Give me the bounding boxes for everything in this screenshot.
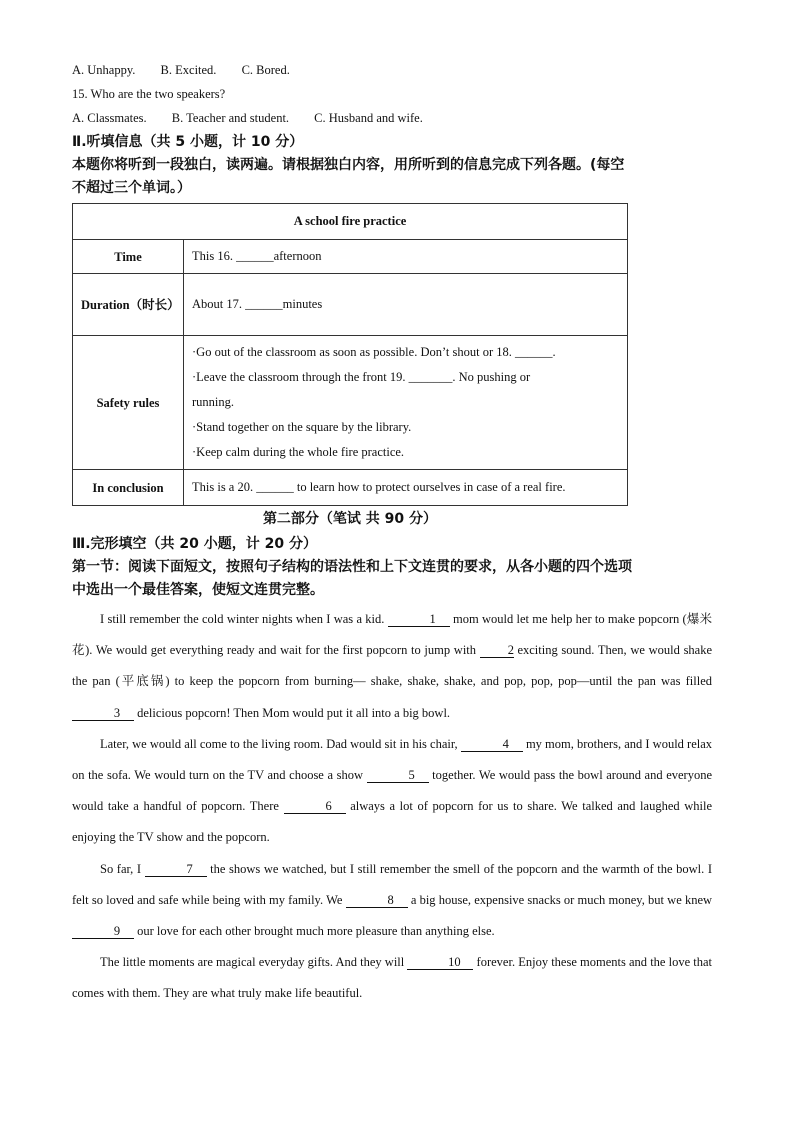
time-label: Time [73,240,184,274]
passage-text: exciting sound. Then, we would shake the pan (平底锅) to keep the popcorn from burning— shake, shake, shake, and pop, pop, pop—until the pan was filled [72,643,713,689]
safety-rule: running. [192,395,235,409]
passage-paragraph-1 [72,604,712,729]
passage-text: a big house, expensive snacks or much money, but we knew [410,892,713,907]
q15-option-a: A. Classmates. [72,111,147,125]
q14-option-b: B. Excited. [160,63,217,77]
q15-options [72,106,728,130]
safety-rule: ·Stand together on the square by the library. [192,420,412,434]
table-title: A school fire practice [73,204,628,240]
passage-text: mom would let me help her to make popcorn (爆米花). We would get everything ready and wait for the first popcorn to jump with [72,612,713,658]
part2-title: 第二部分（笔试 共 90 分） [262,511,438,527]
q15-option-c: C. Husband and wife. [314,111,423,125]
conclusion-value: This is a 20. ______ to learn how to protect ourselves in case of a real fire. [184,470,628,506]
section3-instruction-2: 中选出一个最佳答案，使短文连贯完整。 [72,582,324,598]
duration-label: Duration（时长） [73,274,184,336]
q15-question: 15. Who are the two speakers? [72,87,226,101]
passage-text: our love for each other brought much more pleasure than anything else. [137,924,495,939]
blank-6: 6 [284,799,346,814]
passage-text: I still remember the cold winter nights when I was a kid. [100,612,385,626]
safety-label: Safety rules [73,336,184,470]
q14-option-a: A. Unhappy. [72,63,136,77]
q14-option-c: C. Bored. [241,63,290,77]
q15-option-b: B. Teacher and student. [171,111,290,125]
blank-1: 1 [388,612,450,627]
passage-paragraph-4 [72,947,712,1009]
blank-7: 7 [145,862,207,877]
q14-options [72,58,728,82]
duration-value: About 17. ______minutes [184,274,628,336]
passage-text: my mom, brothers, and I would relax on the sofa. We would turn on the TV and choose a show [72,736,713,783]
passage-text: the shows we watched, but I still remember the smell of the popcorn and the warmth of the bowl. I felt so loved and safe while being with my family. We [72,861,712,907]
blank-4: 4 [461,737,523,752]
section2-instruction-2: 不超过三个单词。） [72,180,191,196]
fire-practice-table [72,203,628,506]
conclusion-label: In conclusion [73,470,184,506]
blank-8: 8 [346,893,408,908]
blank-2: 2 [480,643,514,658]
passage-text: delicious popcorn! Then Mom would put it all into a big bowl. [137,705,451,720]
blank-3: 3 [72,706,134,721]
safety-rules [184,336,628,470]
blank-9: 9 [72,924,134,939]
passage-text: always a lot of popcorn for us to share. We talked and laughed while enjoying the TV show and the popcorn. [72,799,713,845]
passage-paragraph-2 [72,729,712,854]
passage-text: Later, we would all come to the living room. Dad would sit in his chair, [100,736,458,751]
passage-paragraph-3 [72,854,712,948]
passage-text: forever. Enjoy these moments and the love that comes with them. They are what truly make life beautiful. [72,955,713,1001]
exam-page [72,58,728,1010]
section3-heading: Ⅲ.完形填空（共 20 小题，计 20 分） [72,536,318,552]
section2-heading: Ⅱ.听填信息（共 5 小题，计 10 分） [72,134,304,150]
safety-rule: ·Keep calm during the whole fire practice. [192,445,405,459]
safety-rule: ·Go out of the classroom as soon as possible. Don’t shout or 18. ______. [192,345,556,359]
time-value: This 16. ______afternoon [184,240,628,274]
blank-10: 10 [407,955,473,970]
section3-instruction-1: 第一节：阅读下面短文，按照句子结构的语法性和上下文连贯的要求，从各小题的四个选项 [72,559,632,575]
blank-5: 5 [367,768,429,783]
passage-text: together. We would pass the bowl around and everyone would take a handful of popcorn. There [72,768,713,814]
passage-text: So far, I [100,861,142,876]
section2-instruction-1: 本题你将听到一段独白，读两遍。请根据独白内容，用所听到的信息完成下列各题。(每空 [72,157,625,173]
passage-text: The little moments are magical everyday gifts. And they will [100,955,405,970]
safety-rule: ·Leave the classroom through the front 19. _______. No pushing or [192,370,531,384]
